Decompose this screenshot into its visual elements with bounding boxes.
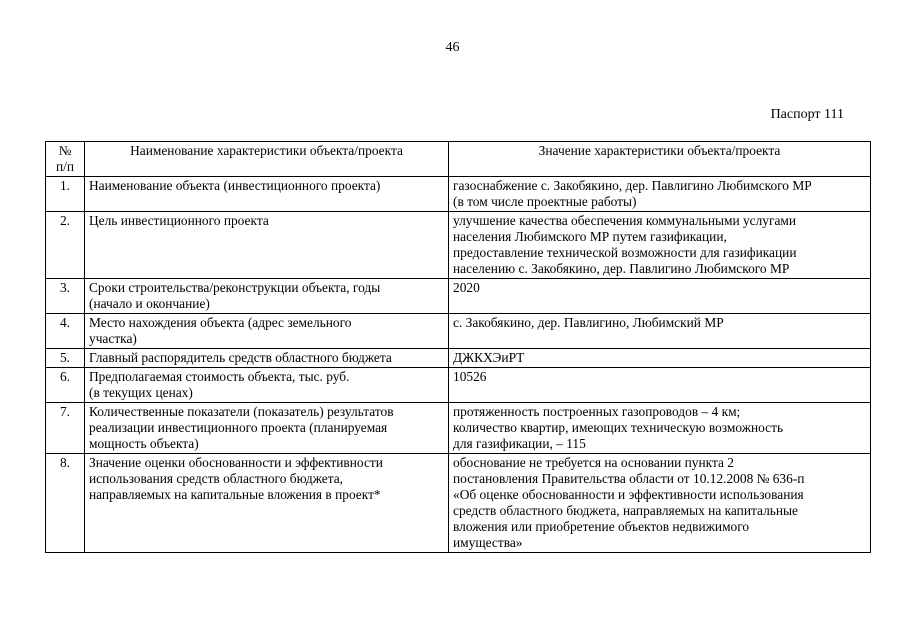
- row-value: улучшение качества обеспечения коммунальными услугами населения Любимского МР путем газификации, предоставление технической возможности для газификации населению с. Закобякино, дер. Павлигино Любимского МР: [449, 212, 871, 279]
- row-value: с. Закобякино, дер. Павлигино, Любимский МР: [449, 314, 871, 349]
- table-row: [46, 212, 871, 279]
- row-value: 2020: [449, 279, 871, 314]
- row-value: газоснабжение с. Закобякино, дер. Павлигино Любимского МР (в том числе проектные работы): [449, 177, 871, 212]
- passport-label: Паспорт 111: [770, 107, 844, 122]
- row-num: 7.: [46, 403, 85, 454]
- header-value: Значение характеристики объекта/проекта: [449, 142, 871, 177]
- table-header-row: [46, 142, 871, 177]
- row-value: протяженность построенных газопроводов – 4 км; количество квартир, имеющих техническую возможность для газификации, – 115: [449, 403, 871, 454]
- row-name: Предполагаемая стоимость объекта, тыс. руб. (в текущих ценах): [85, 368, 449, 403]
- row-num: 2.: [46, 212, 85, 279]
- table-row: [46, 454, 871, 553]
- row-num: 1.: [46, 177, 85, 212]
- row-name: Количественные показатели (показатель) результатов реализации инвестиционного проекта (планируемая мощность объекта): [85, 403, 449, 454]
- table-row: [46, 403, 871, 454]
- row-name: Место нахождения объекта (адрес земельного участка): [85, 314, 449, 349]
- row-num: 3.: [46, 279, 85, 314]
- table-row: [46, 314, 871, 349]
- row-value: ДЖКХЭиРТ: [449, 349, 871, 368]
- passport-table: [45, 141, 871, 553]
- row-name: Значение оценки обоснованности и эффективности использования средств областного бюджета, направляемых на капитальные вложения в проект*: [85, 454, 449, 553]
- table-row: [46, 177, 871, 212]
- header-num: № п/п: [46, 142, 85, 177]
- table-row: [46, 368, 871, 403]
- row-num: 6.: [46, 368, 85, 403]
- table-row: [46, 279, 871, 314]
- page-number: 46: [445, 40, 460, 55]
- row-num: 5.: [46, 349, 85, 368]
- header-name: Наименование характеристики объекта/проекта: [85, 142, 449, 177]
- row-value: обоснование не требуется на основании пункта 2 постановления Правительства области от 10.12.2008 № 636-п «Об оценке обоснованности и эффективности использования средств областного бюджета, направляемых на капитальные вложения или приобретение объектов недвижимого имущества»: [449, 454, 871, 553]
- row-name: Сроки строительства/реконструкции объекта, годы (начало и окончание): [85, 279, 449, 314]
- table-row: [46, 349, 871, 368]
- row-name: Цель инвестиционного проекта: [85, 212, 449, 279]
- row-name: Главный распорядитель средств областного бюджета: [85, 349, 449, 368]
- row-num: 8.: [46, 454, 85, 553]
- row-num: 4.: [46, 314, 85, 349]
- row-name: Наименование объекта (инвестиционного проекта): [85, 177, 449, 212]
- row-value: 10526: [449, 368, 871, 403]
